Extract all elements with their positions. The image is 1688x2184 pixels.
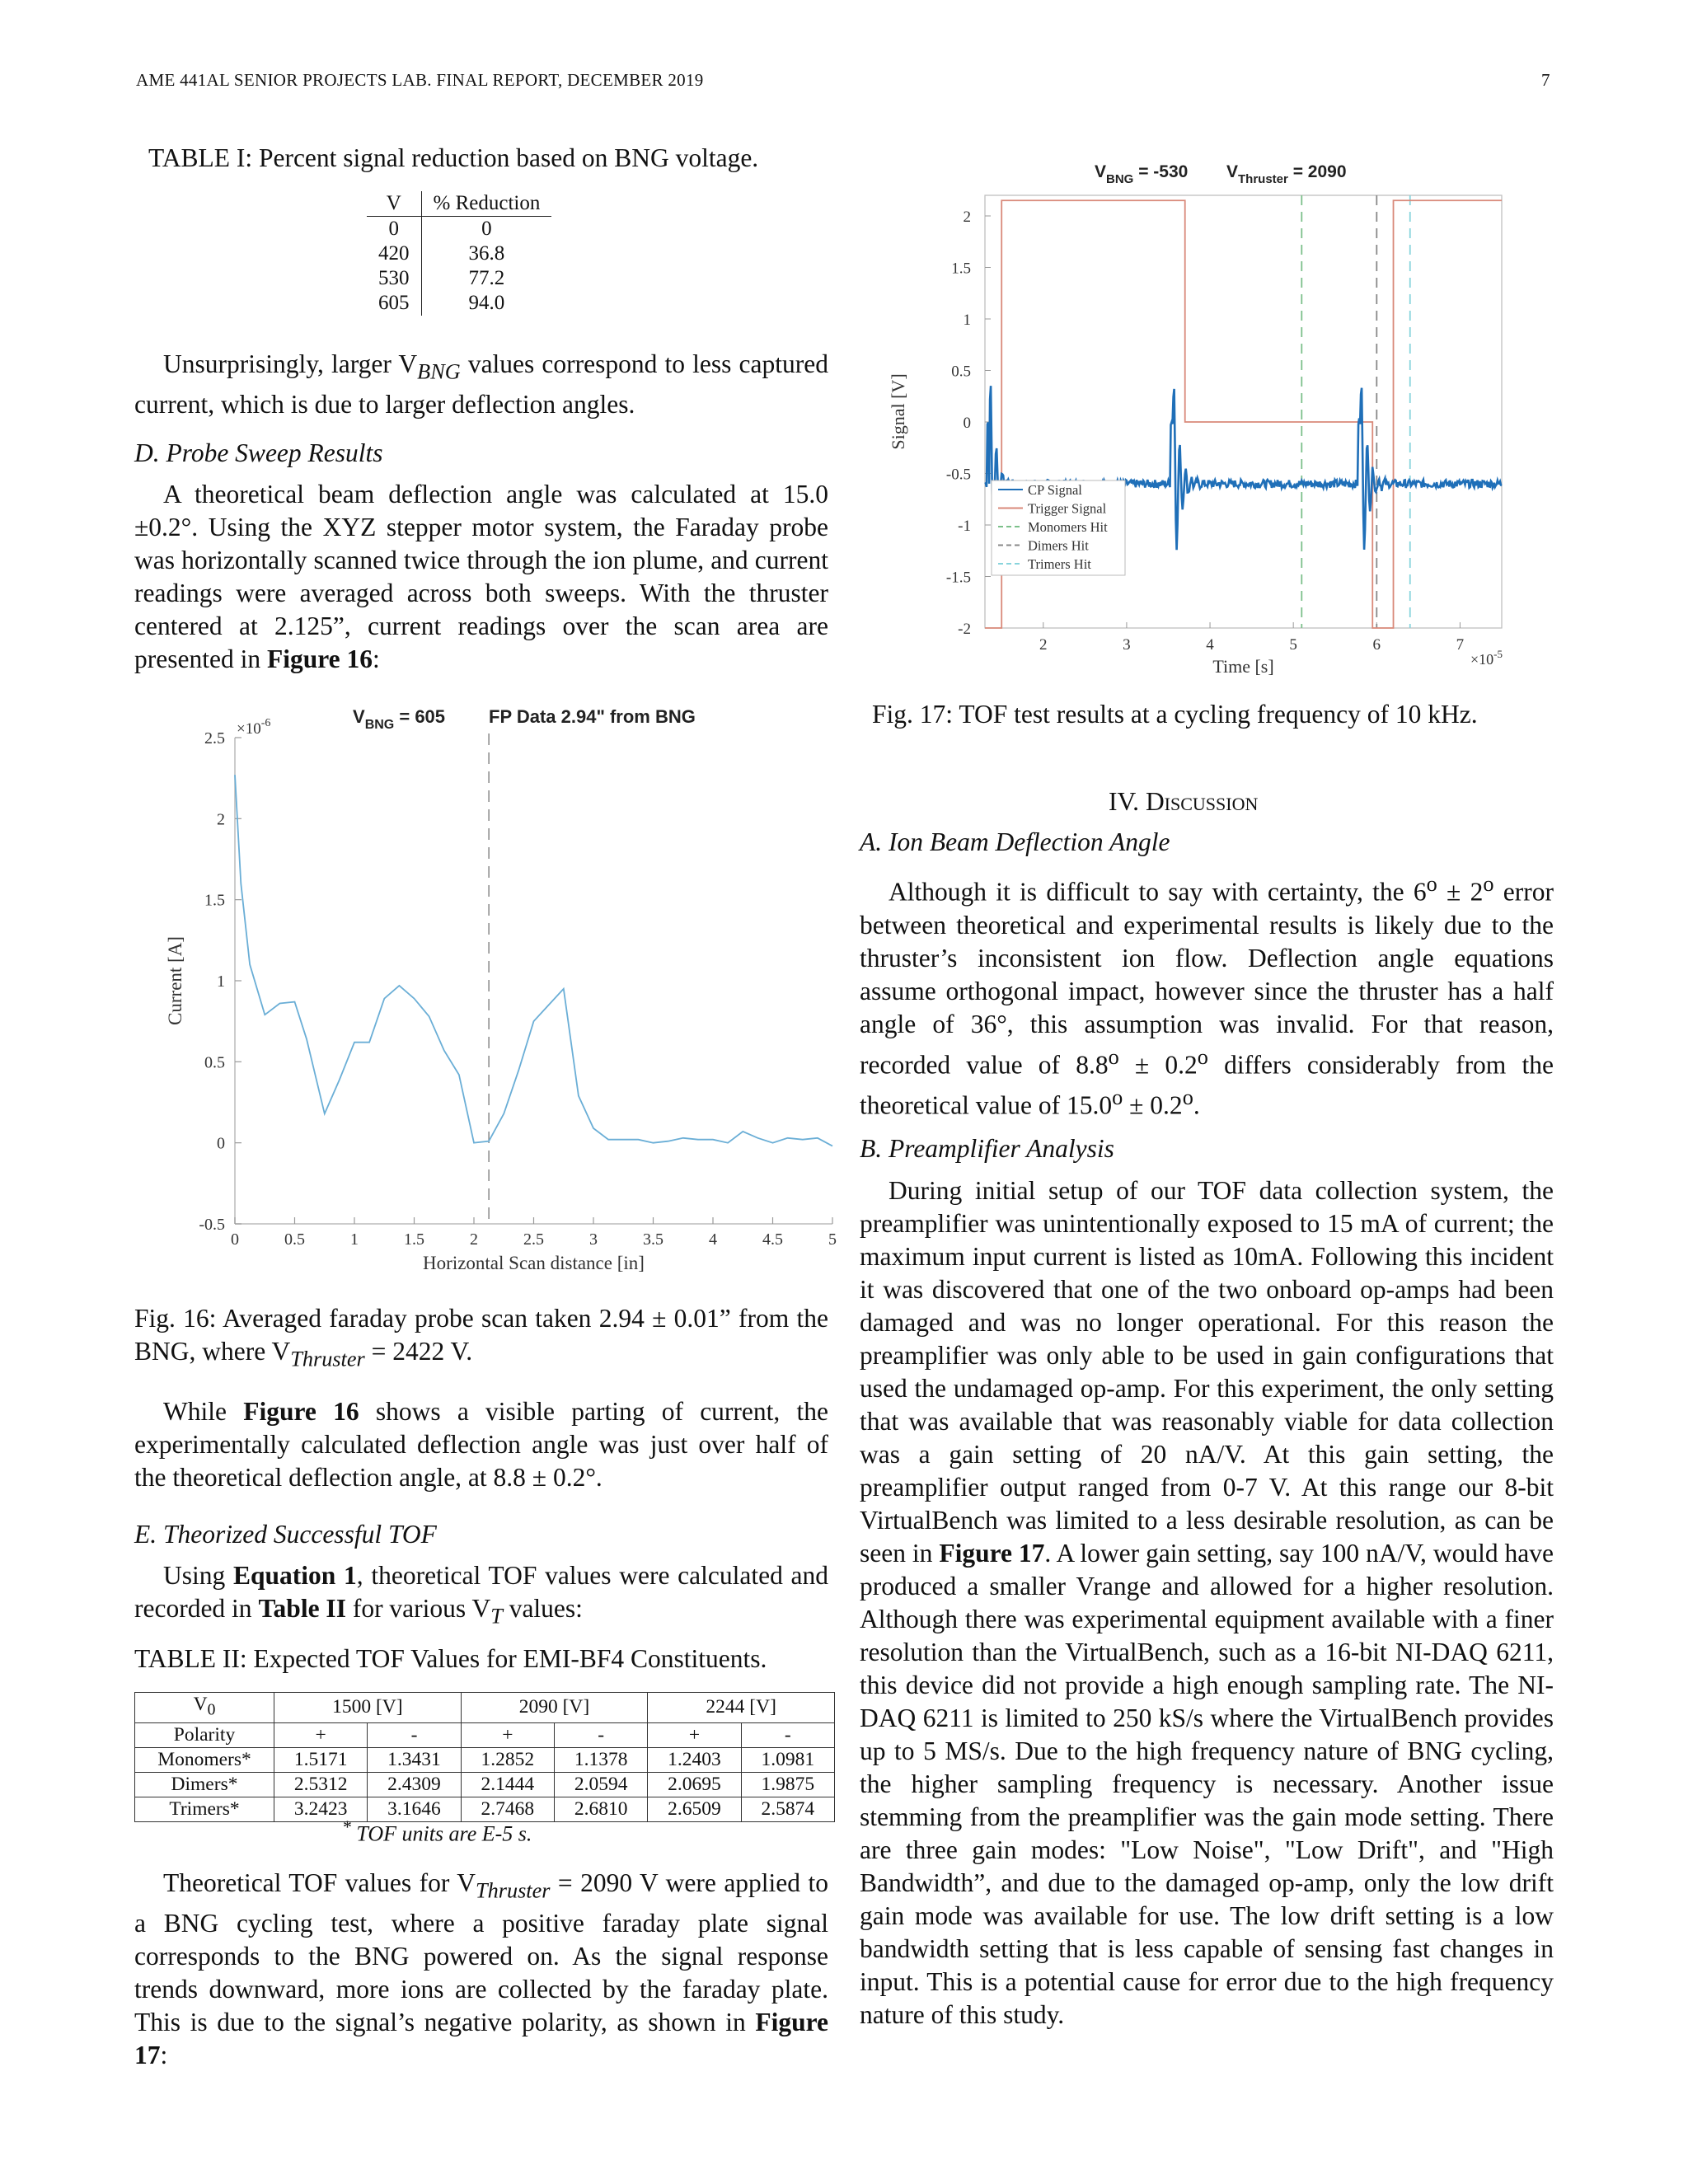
table-cell: 1.1378 (554, 1747, 647, 1772)
table-cell: 2.0695 (648, 1772, 741, 1797)
table-cell: 3.1646 (368, 1797, 461, 1821)
table-cell: 3.2423 (274, 1797, 368, 1821)
x-tick-label: 4 (709, 1230, 717, 1249)
table-cell: Trimers* (135, 1797, 274, 1821)
x-tick-label: 1.5 (404, 1230, 424, 1249)
figure-17-caption: Fig. 17: TOF test results at a cycling frequency of 10 kHz. (872, 700, 1478, 729)
table-cell: + (274, 1722, 368, 1747)
x-tick-label: 2 (1039, 636, 1048, 654)
x-tick-label: 4.5 (762, 1230, 783, 1249)
table-row (367, 241, 551, 266)
y-tick-label: 2 (963, 209, 971, 226)
x-tick-label: 0.5 (284, 1230, 305, 1249)
table2-voltage-header: 2244 [V] (648, 1693, 835, 1723)
x-tick-label: 1 (350, 1230, 359, 1249)
y-tick-label: 2.5 (204, 729, 225, 748)
x-tick-label: 2.5 (523, 1230, 544, 1249)
table-row (135, 1747, 835, 1772)
x-tick-label: 7 (1456, 636, 1465, 654)
figure-16-chart (157, 696, 849, 1290)
paragraph-figure16-discussion: While Figure 16 shows a visible parting of current, the experimentally calculated deflection angle was just over half of the theoretical deflection angle, at 8.8 ± 0.2°. (134, 1397, 828, 1492)
table-cell: Monomers* (135, 1747, 274, 1772)
table-cell: 0 (367, 217, 421, 242)
table2 (134, 1692, 835, 1822)
table-row (367, 266, 551, 291)
paragraph-probe-sweep: A theoretical beam deflection angle was calculated at 15.0 ±0.2°. Using the XYZ stepper motor system, the Faraday probe was horizontally scanned twice through the ion plume, and current readings were averaged across both sweeps. With the thruster centered at 2.125”, current readings over the scan area are presented in Figure 16: (134, 480, 828, 673)
y-axis-label: Signal [V] (888, 373, 908, 450)
table2-caption: TABLE II: Expected TOF Values for EMI-BF4 Constituents. (134, 1644, 767, 1673)
table-cell: 2.4309 (368, 1772, 461, 1797)
section-iv-heading: IV. Discussion (1109, 787, 1259, 816)
table-cell: - (368, 1722, 461, 1747)
x-tick-label: 2 (470, 1230, 478, 1249)
x-tick-label: 3.5 (643, 1230, 663, 1249)
table-cell: 2.0594 (554, 1772, 647, 1797)
x-axis-label: Time [s] (1212, 656, 1274, 677)
y-tick-label: 1 (963, 312, 971, 329)
legend-label: Monomers Hit (1028, 519, 1108, 535)
figure-16-caption: Fig. 16: Averaged faraday probe scan taken 2.94 ± 0.01” from the BNG, where $V_{Thruster} = 2422$ V. (134, 1304, 828, 1371)
y-tick-label: -1.5 (945, 569, 971, 587)
chart-title-thruster: $V_{Thruster} = 2090$ (1226, 162, 1347, 186)
paragraph-vbng: Unsurprisingly, larger $V_{BNG}$ values correspond to less captured current, which is due to larger deflection angles. (134, 349, 828, 419)
table-cell: 1.3431 (368, 1747, 461, 1772)
running-header: AME 441AL SENIOR PROJECTS LAB. FINAL REPORT, DECEMBER 2019 (136, 70, 704, 90)
figure-17-chart (882, 152, 1517, 688)
table-row (135, 1772, 835, 1797)
table-row (367, 291, 551, 316)
table-cell: + (648, 1722, 741, 1747)
table-cell: Dimers* (135, 1772, 274, 1797)
legend-label: Trimers Hit (1028, 556, 1091, 572)
y-tick-label: 0.5 (951, 363, 971, 381)
table-cell: 2.6509 (648, 1797, 741, 1821)
y-tick-label: 2 (217, 810, 225, 829)
paragraph-deflection-angle: Although it is difficult to say with certainty, the $6^o \pm 2^o$ error between theoretical and experimental results is likely due to the thruster’s inconsistent ion flow. Deflection angle equations assume orthogonal impact, however since the thruster has a half angle of 36°, this assumption was invalid. For that reason, recorded value of $8.8^o \pm 0.2^o$ differs considerably from the theoretical value of $15.0^o \pm 0.2^o$. (860, 872, 1554, 1120)
x-tick-label: 0 (231, 1230, 239, 1249)
y-axis-label: Current [A] (165, 936, 185, 1025)
table-cell: Polarity (135, 1722, 274, 1747)
table1-caption: TABLE I: Percent signal reduction based on BNG voltage. (148, 143, 759, 172)
paragraph-preamplifier: During initial setup of our TOF data collection system, the preamplifier was unintentionally exposed to 15 mA of current; the maximum input current is listed as 10mA. Following this incident it was discovered that one of the two onboard op-amps had been damaged and was no longer operational. For this reason the preamplifier was only able to be used in gain configurations that used the undamaged op-amp. For this experiment, the only setting that was available that was reasonably viable for data collection was a gain setting of 20 nA/V. At this gain setting, the preamplifier output ranged from 0-7 V. At this range our 8-bit VirtualBench was limited to a less desirable resolution, as can be seen in Figure 17. A lower gain setting, say 100 nA/V, would have produced a smaller Vrange and allowed for a higher resolution. Although there was experimental equipment available with a finer resolution than the VirtualBench, such as a 16-bit NI-DAQ 6211, this device did not provide a high enough sampling rate. The NI-DAQ 6211 is limited to 250 kS/s where the VirtualBench provides up to 5 MS/s. Due to the high frequency nature of BNG cycling, the higher sampling frequency is necessary. Another issue stemming from the preamplifier was the gain mode setting. There are three gain modes: "Low Noise", "Low Drift", and "High Bandwidth”, and due to the damaged op-amp, only the low drift gain mode was available for use. The low drift setting is a low bandwidth setting that is less capable of sensing fast changes in input. This is a potential cause for error due to the high frequency nature of this study. (860, 1176, 1554, 2029)
table-cell: 530 (367, 266, 421, 291)
legend-label: CP Signal (1028, 482, 1082, 498)
table-cell: 2.6810 (554, 1797, 647, 1821)
table-row (367, 217, 551, 242)
section-e-heading: E. Theorized Successful TOF (134, 1520, 437, 1549)
table2-voltage-header: 2090 [V] (461, 1693, 648, 1723)
table-cell: 2.1444 (461, 1772, 554, 1797)
table-cell: 2.5312 (274, 1772, 368, 1797)
chart-title: $V_{BNG} = -530$ (1095, 162, 1189, 186)
paragraph-bng-cycling: Theoretical TOF values for $V_{Thruster} = 2090$ V were applied to a BNG cycling test, where a positive faraday plate signal corresponds to the BNG powered on. As the signal response trends downward, more ions are collected by the faraday plate. This is due to the signal’s negative polarity, as shown in Figure 17: (134, 1868, 828, 2070)
table-row (135, 1722, 835, 1747)
table-cell: 2.7468 (461, 1797, 554, 1821)
table1-header-v: V (367, 191, 421, 217)
x-tick-label: 3 (1123, 636, 1131, 654)
chart-subtitle: FP Data 2.94" from BNG (489, 706, 696, 727)
table-cell: 1.2852 (461, 1747, 554, 1772)
y-tick-label: 0 (963, 415, 971, 432)
x-tick-label: 5 (828, 1230, 837, 1249)
y-tick-label: 0 (217, 1134, 225, 1153)
chart-title: $V_{BNG} = 605$ (353, 706, 446, 732)
table-cell: - (741, 1722, 834, 1747)
table1 (367, 191, 551, 316)
section-a-heading: A. Ion Beam Deflection Angle (860, 827, 1170, 856)
table-cell: 420 (367, 241, 421, 266)
table-row (135, 1693, 835, 1723)
table-cell: 0 (481, 218, 492, 240)
table-cell: + (461, 1722, 554, 1747)
x-tick-label: 6 (1372, 636, 1381, 654)
table-cell: 1.2403 (648, 1747, 741, 1772)
table-cell: 605 (367, 291, 421, 316)
table1-header-reduction: % Reduction (421, 191, 551, 217)
table-cell: 1.0981 (741, 1747, 834, 1772)
table-cell: 36.8 (468, 242, 505, 265)
table-cell: 2.5874 (741, 1797, 834, 1821)
y-tick-label: -0.5 (199, 1216, 225, 1234)
table2-voltage-header: 1500 [V] (274, 1693, 462, 1723)
table-cell: - (554, 1722, 647, 1747)
y-tick-label: 1.5 (204, 891, 225, 910)
table-cell: 77.2 (468, 267, 505, 289)
table-cell: 1.9875 (741, 1772, 834, 1797)
table-cell: 94.0 (468, 292, 505, 314)
legend-label: Dimers Hit (1028, 537, 1089, 554)
legend-label: Trigger Signal (1028, 500, 1107, 517)
exponent-label: $\times 10^{-5}$ (1470, 648, 1503, 668)
y-tick-label: 1 (217, 972, 225, 991)
y-tick-label: 0.5 (204, 1053, 225, 1072)
x-tick-label: 5 (1289, 636, 1297, 654)
y-tick-label: -1 (958, 518, 971, 535)
table-cell: 1.5171 (274, 1747, 368, 1772)
x-axis-label: Horizontal Scan distance [in] (423, 1253, 645, 1273)
page-number: 7 (1541, 70, 1550, 90)
x-tick-label: 4 (1206, 636, 1214, 654)
x-tick-label: 3 (589, 1230, 598, 1249)
exponent-label: $\times 10^{-6}$ (237, 717, 271, 738)
y-tick-label: -0.5 (945, 466, 971, 484)
table2-footnote: * TOF units are E-5 s. (342, 1817, 532, 1846)
section-d-heading: D. Probe Sweep Results (134, 438, 383, 467)
table2-v0-header: $V_0$ (135, 1693, 274, 1723)
section-b-heading: B. Preamplifier Analysis (860, 1134, 1114, 1163)
y-tick-label: -2 (958, 621, 971, 638)
y-tick-label: 1.5 (951, 260, 971, 278)
paragraph-theoretical-tof: Using Equation 1, theoretical TOF values were calculated and recorded in Table II for various $V_T$ values: (134, 1561, 829, 1629)
current-series-line (235, 775, 832, 1146)
